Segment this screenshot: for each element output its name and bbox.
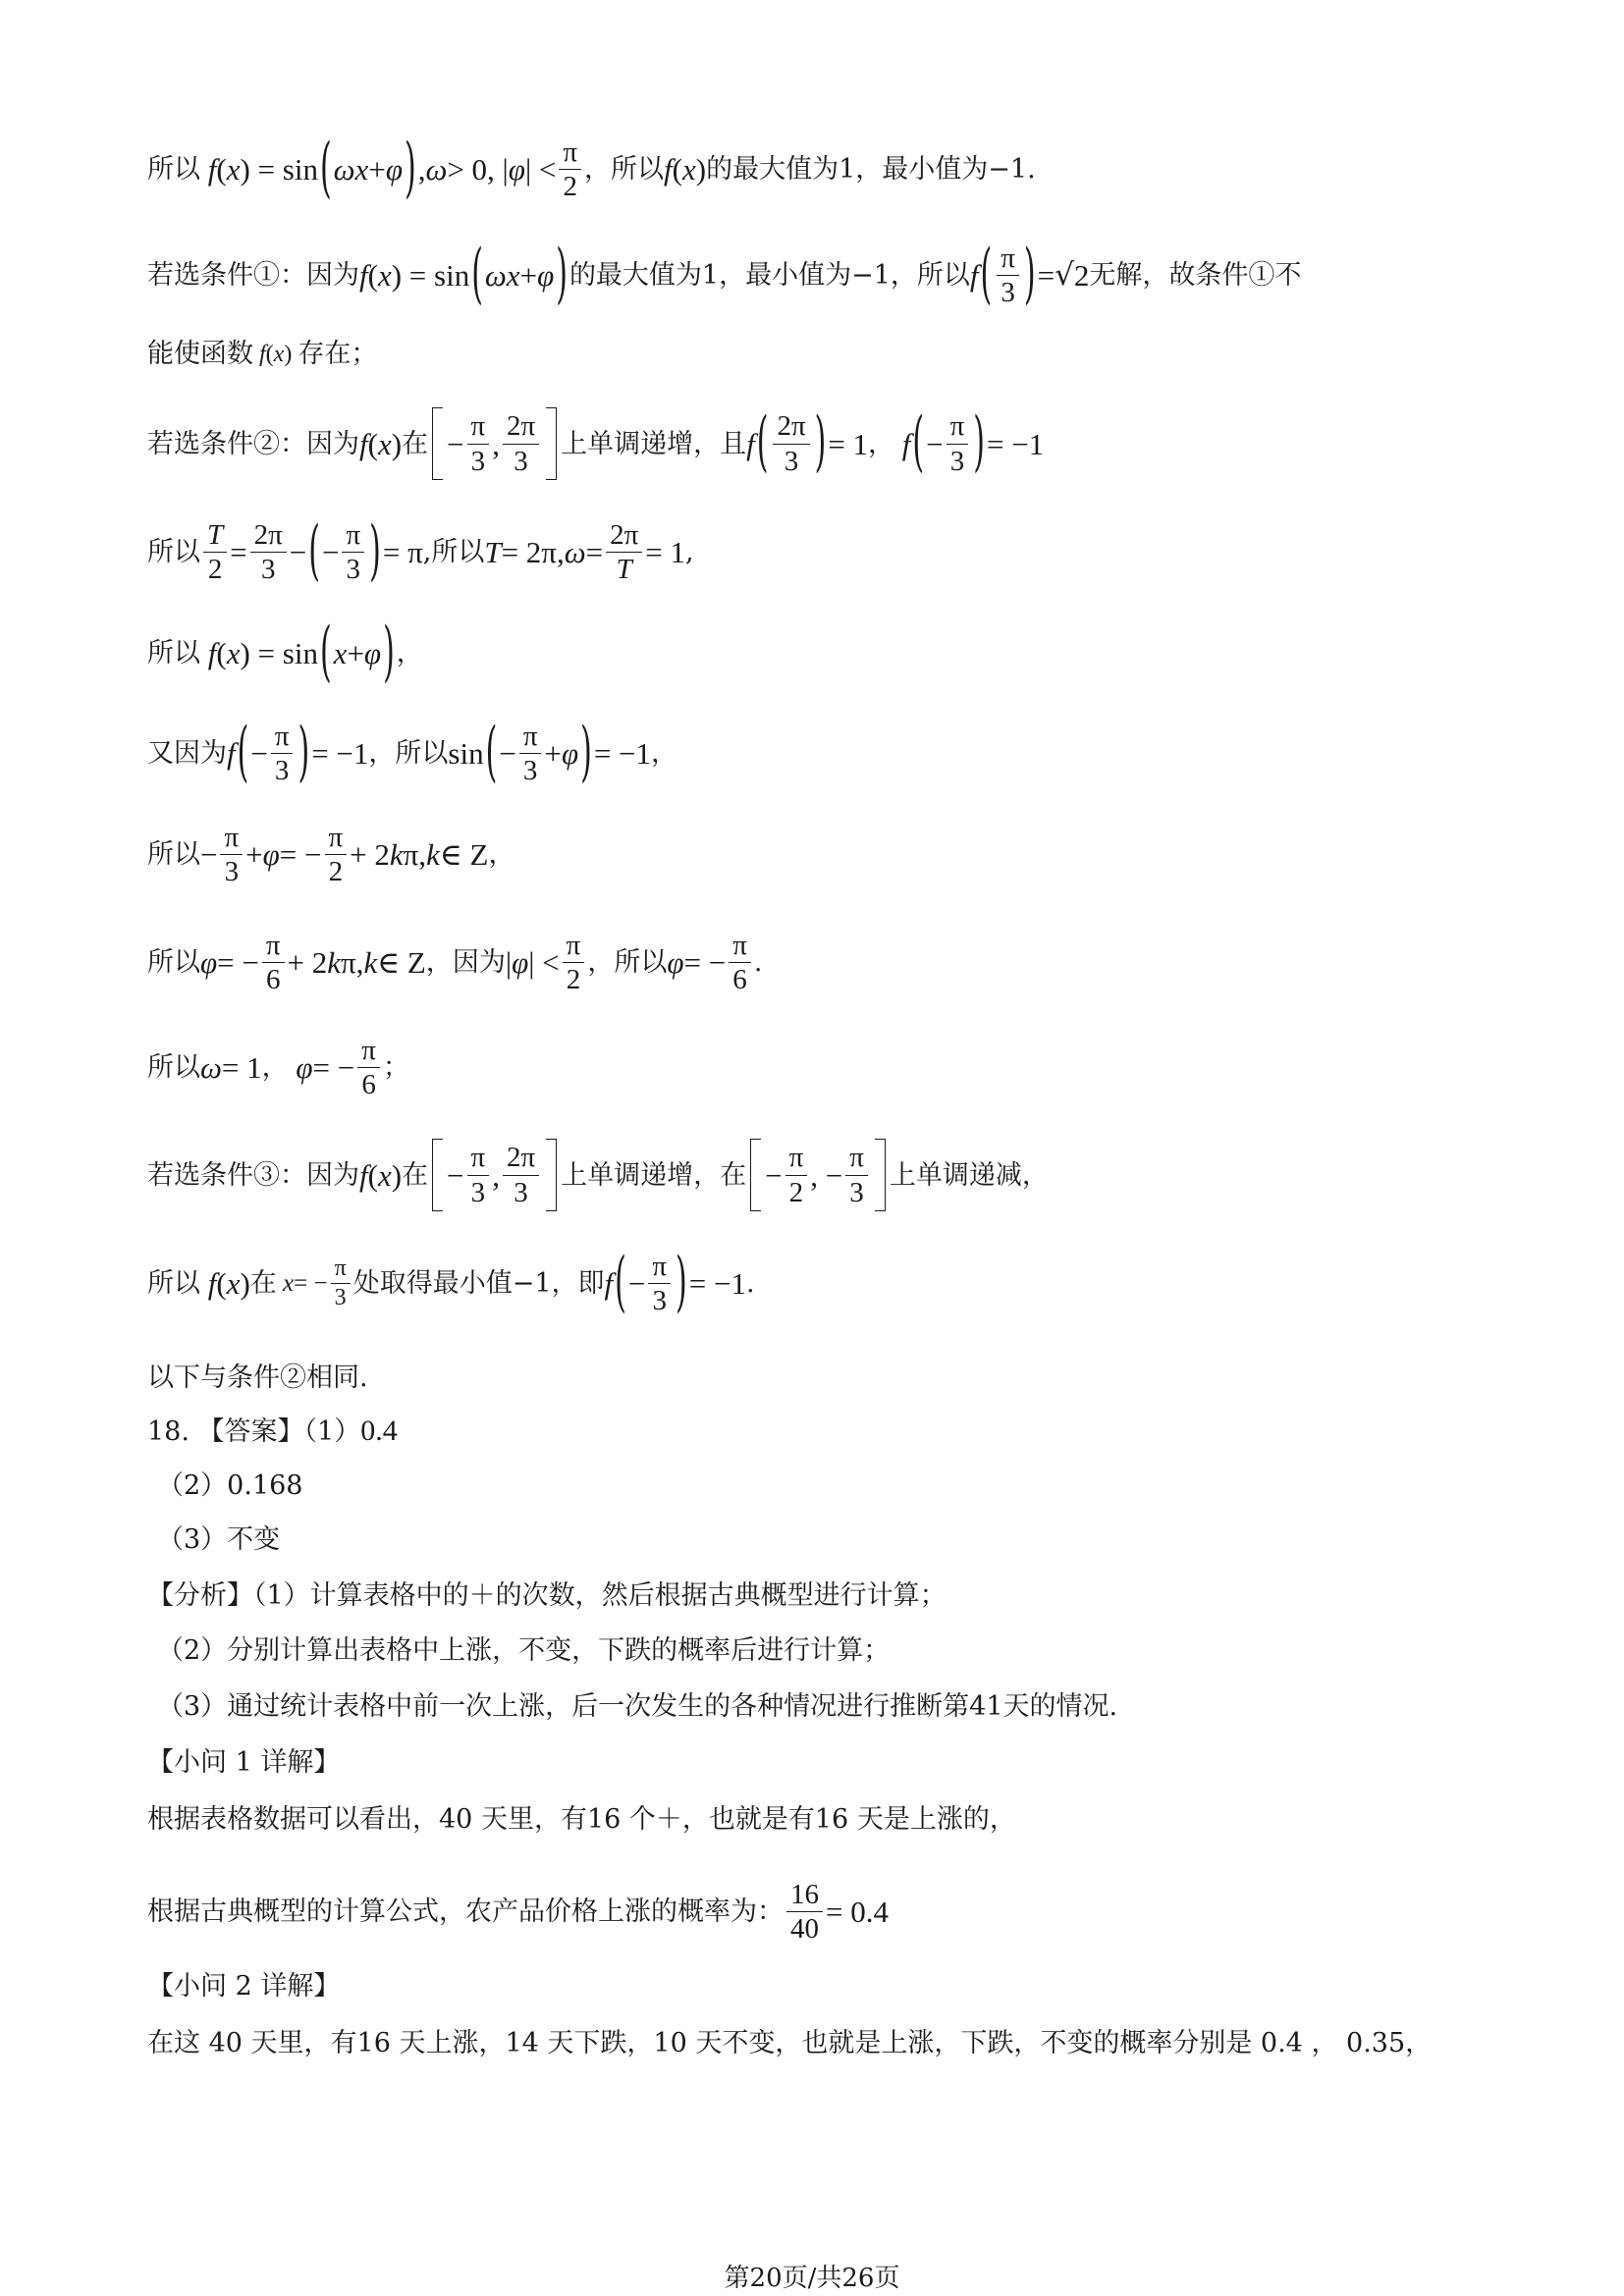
fraction: $\frac{\pi}{3}$ (947, 411, 969, 476)
line-7 (147, 715, 678, 791)
text: ， (488, 839, 515, 871)
line-16: （3）不变 (157, 1524, 281, 1555)
text: 又因为 (147, 738, 227, 770)
line-13: 以下与条件②相同. (147, 1362, 368, 1393)
formula: + φ = − (245, 837, 322, 873)
text: 的最大值为1，最小值为−1，所以 (568, 260, 970, 292)
line-8: 所以 − $\frac{\pi}{3}$ + φ = − $\frac{\pi}{2}$ + 2 k π, k ∈ Z ， (147, 822, 515, 888)
text: 能使函数 (147, 339, 253, 369)
fraction: $\frac{T}{2}$ (203, 520, 227, 585)
text: 存在； (298, 339, 378, 369)
formula: f ( x ) (359, 426, 403, 461)
formula: ) = −1 (973, 404, 1045, 481)
text: 所以 (147, 537, 200, 568)
fraction: $\frac{\pi}{2}$ (559, 137, 581, 202)
formula: + 2 k π, k ∈ Z (287, 945, 426, 981)
formula: = 0.4 (826, 1895, 889, 1930)
line-17: 【分析】（1）计算表格中的＋的次数，然后根据古典概型进行计算； (147, 1580, 947, 1611)
text: 根据古典概型的计算公式，农产品价格上涨的概率为： (147, 1896, 784, 1928)
fraction: $\frac{\pi}{3}$ (271, 721, 294, 786)
formula: | φ | < (505, 945, 560, 981)
page-footer: 第20页/共26页 (724, 2264, 900, 2293)
text: ，因为 (425, 947, 506, 979)
line-24: 在这 40 天里，有16 天上涨，14 天下跌，10 天不变，也就是上涨，下跌，不变的概率分别是 0.4 ， 0.35， (147, 2028, 1433, 2058)
line-6 (147, 614, 423, 690)
text: ,所以 (422, 537, 485, 568)
formula: + 2 k π, k ∈ Z (350, 837, 489, 873)
answer-label: 18. 【答案】（1） (147, 1415, 361, 1447)
text: ， (651, 738, 678, 770)
formula: f ( x ) = sin ( x + φ ) (207, 614, 395, 690)
fraction: $\frac{\pi}{3}$ (342, 520, 364, 585)
fraction: $\frac{\pi}{3}$ (648, 1252, 671, 1316)
line-11: 若选条件③：因为 f ( x ) 在 − $\frac{\pi}{3}$ , $\frac{2\pi}{3}$ 上单调递增，在 − $\frac{\pi}{2}$ , − $\frac{\pi}{3}$ 上单调递减， (147, 1139, 1049, 1211)
line-19: （3）通过统计表格中前一次上涨，后一次发生的各种情况进行推断第41天的情况. (157, 1691, 1118, 1722)
text: ，所以 (368, 738, 449, 770)
text: 所以 (147, 154, 200, 186)
formula: f ( x ) (207, 1266, 250, 1302)
fraction: $\frac{\pi}{3}$ (331, 1256, 351, 1310)
formula: ) = −1 (298, 715, 369, 791)
line-15: （2）0.168 (157, 1470, 303, 1501)
formula: f ( x ) = sin ( ωx + φ ) , ω > 0, | φ | < (207, 131, 557, 207)
fraction: $\frac{\pi}{3}$ (467, 1143, 490, 1207)
text: 上单调递减， (889, 1159, 1049, 1191)
fraction: $\frac{2\pi}{3}$ (773, 411, 809, 476)
formula: = 1 (645, 535, 685, 570)
line-1 (147, 131, 1036, 207)
fraction: $\frac{\pi}{2}$ (563, 931, 585, 995)
text: . (745, 1268, 755, 1300)
line-23: 【小问 2 详解】 (147, 1971, 341, 2002)
fraction: $\frac{2\pi}{3}$ (503, 1143, 539, 1207)
text: 的最大值为1，最小值为−1. (706, 154, 1036, 186)
fraction: $\frac{\pi}{6}$ (262, 931, 285, 995)
text: 处取得最小值−1，即 (352, 1268, 605, 1300)
formula: − ( − (289, 513, 340, 590)
text: 上单调递增，在 (561, 1159, 747, 1191)
formula: x = − (283, 1270, 328, 1298)
formula: f ( (746, 404, 769, 481)
answer-value: 0.4 (360, 1415, 398, 1447)
text: ， (261, 1052, 289, 1084)
line-18: （2）分别计算出表格中上涨，不变，下跌的概率后进行计算； (157, 1635, 891, 1666)
line-5: 所以 $\frac{T}{2}$ = $\frac{2\pi}{3}$ − ( − $\frac{\pi}{3}$ ) = π ,所以 T = 2π, ω = $\frac{2\pi}{T}$ = 1 , (147, 513, 694, 590)
formula: φ = − (667, 945, 727, 981)
formula: f ( − (901, 404, 944, 481)
formula: f ( x ) (259, 341, 298, 367)
line-20: 【小问 1 详解】 (147, 1747, 341, 1778)
formula: ) = π (369, 513, 423, 590)
text: 在 (249, 1268, 277, 1300)
fraction: $\frac{2\pi}{T}$ (606, 520, 642, 585)
text: . (753, 947, 763, 979)
line-2 (147, 237, 1302, 313)
formula: f ( x ) (664, 152, 707, 187)
fraction: $\frac{\pi}{6}$ (357, 1036, 380, 1100)
fraction: $\frac{2\pi}{3}$ (250, 520, 287, 585)
formula: T = 2π, ω = (484, 535, 604, 570)
line-22 (147, 1880, 889, 1945)
text: 若选条件①：因为 (147, 260, 359, 292)
text: ， (868, 428, 895, 459)
text: 在 (402, 428, 429, 459)
line-12 (147, 1245, 755, 1321)
formula: f ( x ) (359, 1157, 403, 1193)
fraction: $\frac{2\pi}{3}$ (503, 411, 539, 476)
text: ，所以 (587, 947, 668, 979)
text: 所以 (147, 638, 200, 668)
fraction: $\frac{\pi}{2}$ (325, 823, 348, 887)
formula: ) = √ 2 (1023, 237, 1090, 313)
formula: + φ ) = −1 (544, 715, 652, 791)
formula: φ = − (200, 945, 259, 981)
formula: f ( x ) = sin ( ωx + φ ) (359, 237, 568, 313)
formula: f ( − (227, 715, 268, 791)
text: ，所以 (584, 154, 665, 186)
fraction: $\frac{16}{40}$ (786, 1880, 823, 1945)
text: ； (382, 1052, 409, 1084)
fraction: $\frac{\pi}{3}$ (220, 823, 243, 887)
line-10 (147, 1036, 409, 1100)
fraction: $\frac{\pi}{3}$ (997, 243, 1019, 308)
line-4: 若选条件②：因为 f ( x ) 在 − $\frac{\pi}{3}$ , $\frac{2\pi}{3}$ 上单调递增，且 f ( $\frac{2\pi}{3}$ ) = 1 ， f ( − $\frac{\pi}{3}$ ) = −1 (147, 404, 1045, 481)
formula: ) = −1 (676, 1245, 746, 1321)
fraction: $\frac{\pi}{6}$ (729, 931, 751, 995)
formula: ω = 1 (200, 1050, 262, 1086)
text: 无解，故条件①不 (1089, 260, 1302, 292)
text: 所以 (147, 839, 200, 871)
line-14 (147, 1416, 398, 1446)
formula: φ = − (296, 1050, 355, 1086)
line-3 (147, 341, 377, 367)
fraction: $\frac{\pi}{3}$ (845, 1143, 868, 1207)
formula: ) = 1 (814, 404, 869, 481)
text: 在 (402, 1159, 429, 1191)
text: 若选条件③：因为 (147, 1159, 359, 1191)
text: 若选条件②：因为 (147, 428, 359, 459)
formula: sin ( − (448, 715, 516, 791)
formula: − (447, 426, 464, 461)
text: , (684, 537, 694, 568)
formula: f ( − (604, 1245, 646, 1321)
fraction: $\frac{\pi}{3}$ (519, 721, 542, 786)
formula: f ( (969, 237, 993, 313)
line-21: 根据表格数据可以看出，40 天里，有16 个＋，也就是有16 天是上涨的， (147, 1804, 1016, 1835)
text: 所以 (147, 1052, 200, 1084)
text: 上单调递增，且 (561, 428, 747, 459)
fraction: $\frac{\pi}{2}$ (785, 1143, 808, 1207)
line-9 (147, 931, 762, 995)
fraction: $\frac{\pi}{3}$ (467, 411, 490, 476)
text: ， (396, 638, 423, 668)
text: 所以 (147, 1268, 200, 1300)
text: 所以 (147, 947, 200, 979)
